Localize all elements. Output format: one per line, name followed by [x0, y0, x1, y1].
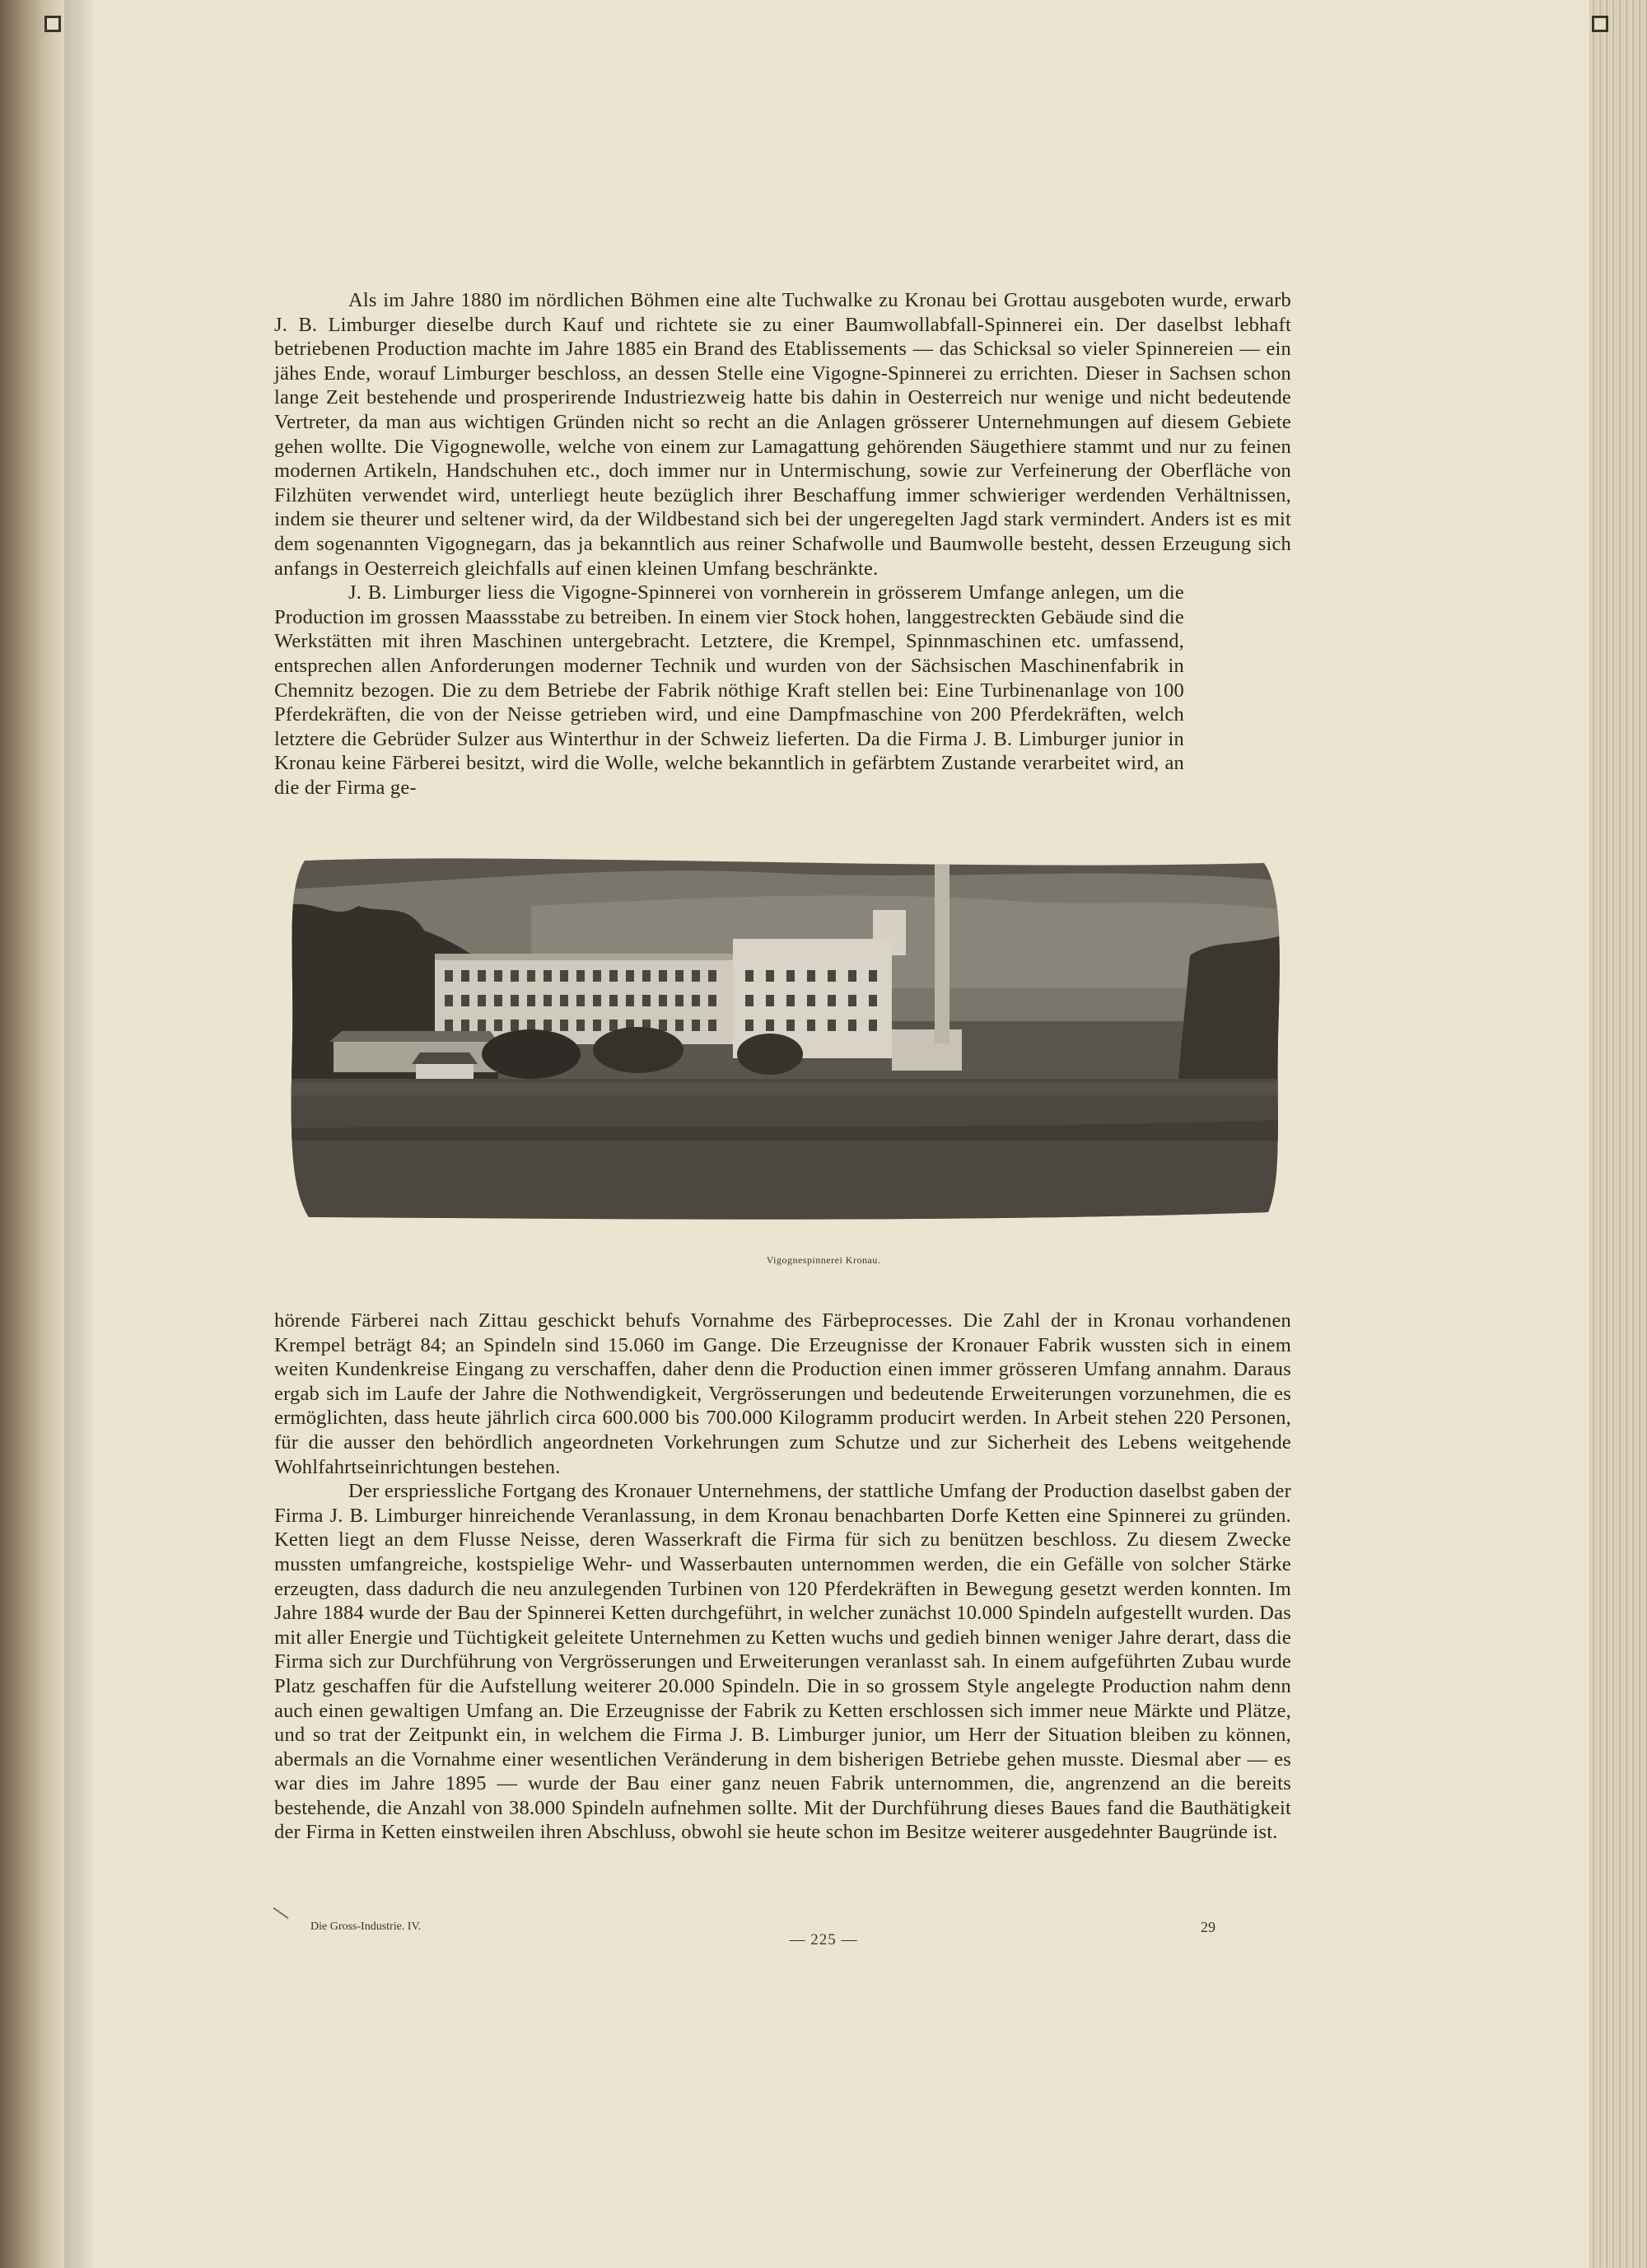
paragraph-4: Der erspriessliche Fortgang des Kronauer Unternehmens, der stattliche Umfang der Production daselbst gaben der Firma J. B. Limburger hinreichende Veranlassung, in dem Kronau benachbarten Dorfe Ketten eine Spinnerei zu gründen. Ketten liegt an dem Flusse Neisse, deren Wasserkraft die Firma für sich zu benützen beschloss. Zu diesem Zwecke mussten umfangreiche, kostspielige Wehr- und Wasserbauten unternommen werden, die ein Gefälle von solcher Stärke erzeugten, dass dadurch die neu anzulegenden Turbinen von 120 Pferdekräften in Bewegung gesetzt werden konnten. Im Jahre 1884 wurde der Bau der Spinnerei Ketten durchgeführt, in welcher zunächst 10.000 Spindeln aufgestellt wurden. Das mit aller Energie und Tüchtigkeit geleitete Unternehmen zu Ketten wuchs und gedieh binnen weniger Jahre derart, dass die Firma sich zur Durchführung von Vergrösserungen und Erweiterungen veranlasst sah. In einem aufgeführten Zubau wurde Platz geschaffen für die Aufstellung weiterer 20.000 Spindeln. Die in so grossem Style angelegte Production nahm denn auch einen gewaltigen Umfang an. Die Erzeugnisse der Fabrik zu Ketten erschlossen sich immer neue Märkte und Plätze, und so trat der Zeitpunkt ein, in welchem die Firma J. B. Limburger junior, um Herr der Situation bleiben zu können, abermals an die Vornahme einer wesentlichen Veränderung in dem bisherigen Betriebe gehen musste. Diesmal aber — es war dies im Jahre 1895 — wurde der Bau einer ganz neuen Fabrik unternommen, die, angrenzend an die bereits bestehende, die Anzahl von 38.000 Spindeln aufnehmen sollte. Mit der Durchführung dieses Baues fand die Bauthätigkeit der Firma in Ketten einstweilen ihren Abschluss, obwohl sie heute schon im Besitze weiterer ausgedehnter Baugründe ist.	[274, 1480, 1291, 1844]
body-text-bottom	[274, 1309, 1291, 1845]
page-number: — 225 —	[789, 1931, 858, 1948]
signature-mark: 29	[1201, 1919, 1215, 1935]
scan-corner-marker-right	[1592, 16, 1608, 32]
factory-illustration	[284, 856, 1285, 1223]
figure-caption: Vigognespinnerei Kronau.	[766, 1254, 881, 1266]
paragraph-2	[274, 581, 1291, 800]
factory-engraving-image	[284, 856, 1285, 1223]
paragraph-2-text: J. B. Limburger liess die Vigogne-Spinnerei von vornherein in grösserem Umfange anlegen, um die Production im grossen Maassstabe zu betreiben. In einem vier Stock hohen, langgestreckten Gebäude sind die Werkstätten mit ihren Maschinen untergebracht. Letztere, die Krempel, Spinnmaschinen etc. umfassend, entsprechen allen Anforderungen moderner Technik und wurden von der Sächsischen Maschinenfabrik in Chemnitz bezogen. Die zu dem Betriebe der Fabrik nöthige Kraft stellen bei: Eine Turbinenanlage von 100 Pferdekräften, die von der Neisse getrieben wird, und eine Dampfmaschine von 200 Pferdekräften, welch letztere die Gebrüder Sulzer aus Winterthur in der Schweiz lieferten. Da die Firma J. B. Limburger junior in Kronau keine Färberei besitzt, wird die Wolle, welche bekanntlich in gefärbtem Zustande verarbeitet wird, an die der Firma ge-	[274, 581, 1184, 799]
book-page-stack-edge	[1589, 0, 1647, 2268]
paragraph-3: hörende Färberei nach Zittau geschickt behufs Vornahme des Färbeprocesses. Die Zahl der in Kronau vorhandenen Krempel beträgt 84; an Spindeln sind 15.060 im Gange. Die Erzeugnisse der Kronauer Fabrik wussten sich in einem weiten Kundenkreise Eingang zu verschaffen, daher denn die Production einen immer grösseren Umfang annahm. Daraus ergab sich im Laufe der Jahre die Nothwendigkeit, Vergrösserungen und bedeutende Erweiterungen vorzunehmen, die es ermöglichten, dass heute jährlich circa 600.000 bis 700.000 Kilogramm producirt werden. In Arbeit stehen 220 Personen, für die ausser den behördlich angeordneten Vorkehrungen zum Schutze und zur Sicherheit des Lebens weitgehende Wohlfahrtseinrichtungen bestehen.	[274, 1309, 1291, 1478]
book-spine-edge	[0, 0, 64, 2268]
series-title: Die Gross-Industrie. IV.	[310, 1920, 422, 1933]
scan-corner-marker-left	[44, 16, 61, 32]
paragraph-1: Als im Jahre 1880 im nördlichen Böhmen eine alte Tuchwalke zu Kronau bei Grottau ausgeboten wurde, erwarb J. B. Limburger dieselbe durch Kauf und richtete sie zu einer Baumwollabfall-Spinnerei ein. Der daselbst lebhaft betriebenen Production machte im Jahre 1885 ein Brand des Etablissements — das Schicksal so vieler Spinnereien — ein jähes Ende, worauf Limburger beschloss, an dessen Stelle eine Vigogne-Spinnerei zu errichten. Dieser in Sachsen schon lange Zeit bestehende und prosperirende Industriezweig hatte bis dahin in Oesterreich nur wenige und nicht bedeutende Vertreter, da man aus wichtigen Gründen nicht so recht an die Anlagen grösserer Unternehmungen auf diesem Gebiete gehen wollte. Die Vigognewolle, welche von einem zur Lamagattung gehörenden Säugethiere stammt und nur zu feinen modernen Artikeln, Handschuhen etc., doch immer nur in Untermischung, sowie zur Verfeinerung der Oberfläche von Filzhüten verwendet wird, unterliegt heute bezüglich ihrer Beschaffung immer schwieriger werdenden Verhältnissen, indem sie theurer und seltener wird, da der Wildbestand sich bei der ungeregelten Jagd stark vermindert. Anders ist es mit dem sogenannten Vigognegarn, das ja bekanntlich aus reiner Schafwolle und Baumwolle besteht, dessen Erzeugung sich anfangs in Oesterreich gleichfalls auf einen kleinen Umfang beschränkte.	[274, 289, 1291, 580]
